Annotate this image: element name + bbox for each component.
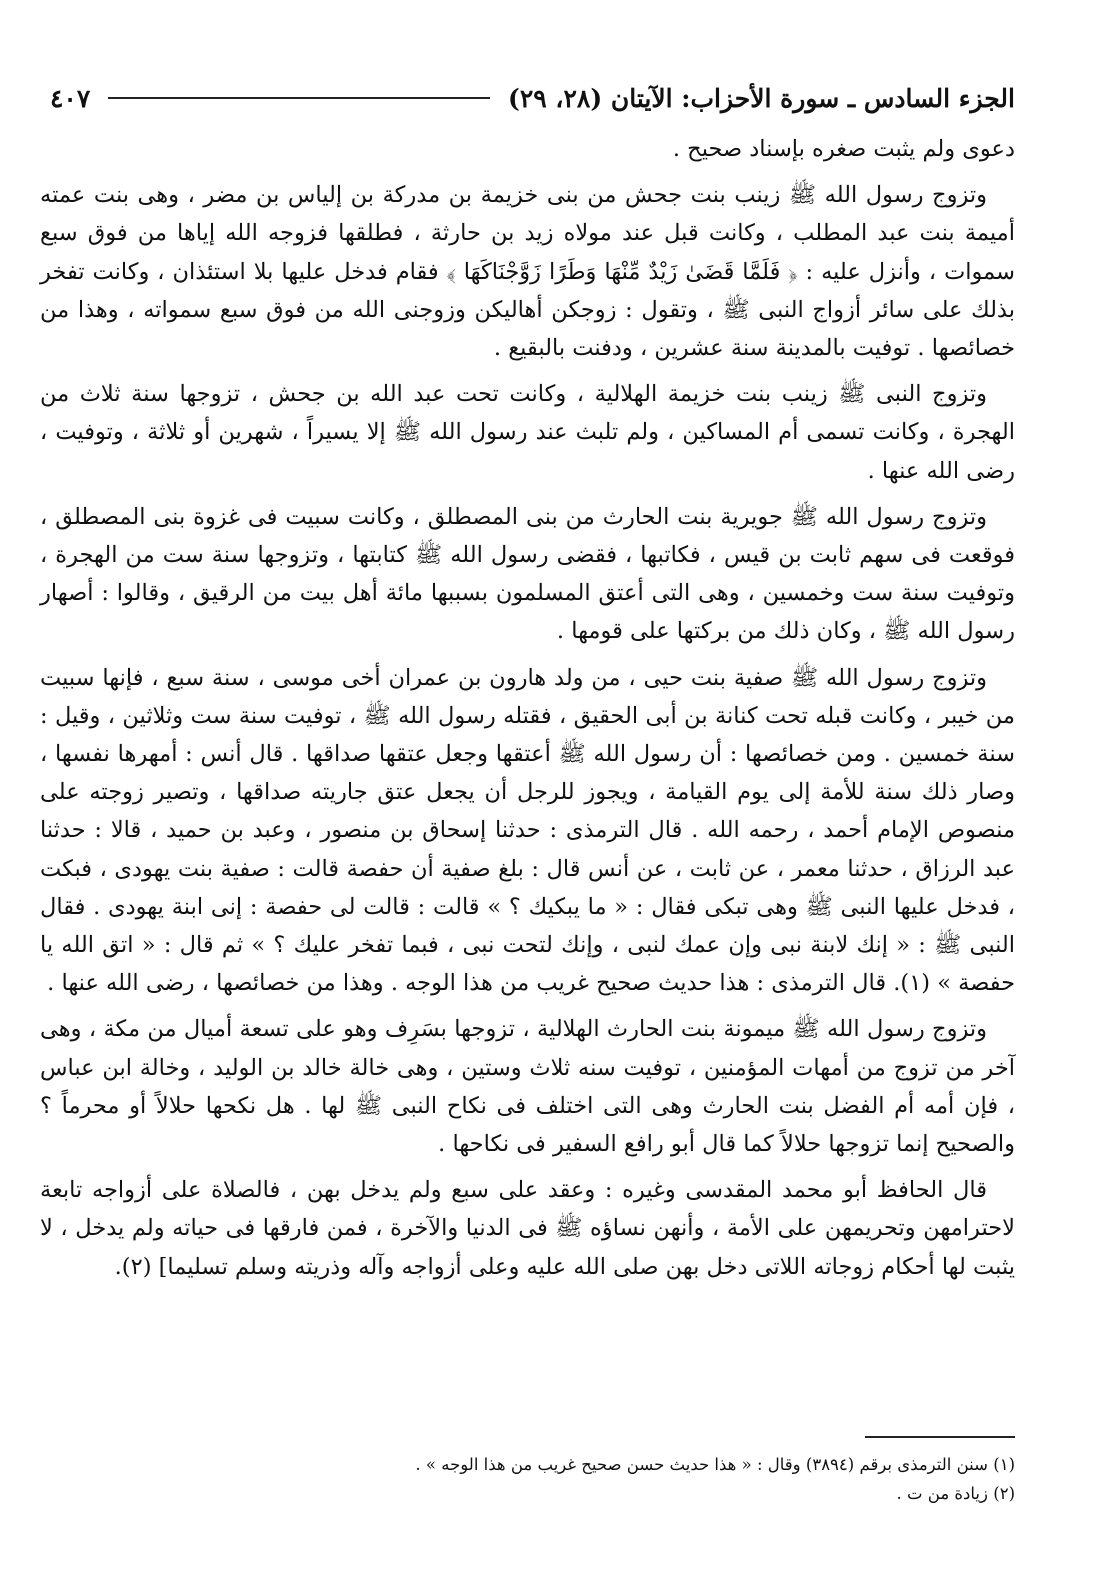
page-header [40, 78, 1015, 118]
paragraph: دعوى ولم يثبت صغره بإسناد صحيح . [672, 136, 1015, 162]
header-rule [108, 97, 490, 99]
book-page [40, 78, 1015, 1558]
paragraph: وتزوج رسول الله ﷺ صفية بنت حيى ، من ولد هارون بن عمران أخى موسى ، سنة سبع ، فإنها سبيت من خيبر ، وكانت قبله تحت كنانة بن أبى الحقيق ، فقتله رسول الله ﷺ ، توفيت سنة ست وثلاثين ، وقيل : سنة خمسين . ومن خصائصها : أن رسول الله ﷺ أعتقها وجعل عتقها صداقها . قال أنس : أمهرها نفسها ، وصار ذلك سنة للأمة إلى يوم القيامة ، ويجوز للرجل أن يجعل عتق جاريته صداقها ، وتصير زوجته على منصوص الإمام أحمد ، رحمه الله . قال الترمذى : حدثنا إسحاق بن منصور ، وعبد بن حميد ، قالا : حدثنا عبد الرزاق ، حدثنا معمر ، عن ثابت ، عن أنس قال : بلغ صفية أن حفصة قالت : صفية بنت يهودى ، فبكت ، فدخل عليها النبى ﷺ وهى تبكى فقال : « ما يبكيك ؟ » قالت : قالت لى حفصة : إنى ابنة يهودى . فقال النبى ﷺ : « إنك لابنة نبى وإن عمك لنبى ، وإنك لتحت نبى ، فبما تفخر عليك ؟ » ثم قال : « اتق الله يا حفصة » (١). قال الترمذى : هذا حديث صحيح غريب من هذا الوجه . وهذا من خصائصها ، رضى الله عنها . [40, 664, 1015, 997]
running-title: الجزء السادس ـ سورة الأحزاب: الآيتان (٢٨، ٢٩) [508, 83, 1015, 113]
paragraph: قال الحافظ أبو محمد المقدسى وغيره : وعقد على سبع ولم يدخل بهن ، فالصلاة على أزواجه تابعة لاحترامهن وتحريمهن على الأمة ، وأنهن نساؤه ﷺ فى الدنيا والآخرة ، فمن فارقها فى حياته ولم يدخل ، لا يثبت لها أحكام زوجاته اللاتى دخل بهن صلى الله عليه وعلى أزواجه وآله وذريته وسلم تسليما] (٢). [40, 1177, 1015, 1280]
paragraph: وتزوج النبى ﷺ زينب بنت خزيمة الهلالية ، وكانت تحت عبد الله بن جحش ، تزوجها سنة ثلاث من الهجرة ، وكانت تسمى أم المساكين ، ولم تلبث عند رسول الله ﷺ إلا يسيراً ، شهرين أو ثلاثة ، وتوفيت ، رضى الله عنها . [40, 381, 1015, 484]
main-text [40, 130, 1015, 1286]
footnotes [40, 1450, 1015, 1508]
paragraph: وتزوج رسول الله ﷺ ميمونة بنت الحارث الهلالية ، تزوجها بسَرِف وهو على تسعة أميال من مكة ، وهى آخر من تزوج من أمهات المؤمنين ، توفيت سنه ثلاث وستين ، وهى خالة خالد بن الوليد ، وخالة ابن عباس ، فإن أمه أم الفضل بنت الحارث وهى التى اختلف فى نكاح النبى ﷺ لها . هل نكحها حلالاً أو محرماً ؟ والصحيح إنما تزوجها حلالاً كما قال أبو رافع السفير فى نكاحها . [40, 1016, 1015, 1158]
footnote: (١) سنن الترمذى برقم (٣٨٩٤) وقال : « هذا حديث حسن صحيح غريب من هذا الوجه » . [415, 1455, 1015, 1474]
footnote-separator [865, 1436, 1015, 1438]
paragraph: وتزوج رسول الله ﷺ جويرية بنت الحارث من بنى المصطلق ، وكانت سبيت فى غزوة بنى المصطلق ، فوقعت فى سهم ثابت بن قيس ، فكاتبها ، فقضى رسول الله ﷺ كتابتها ، وتزوجها سنة ست من الهجرة ، وتوفيت سنة ست وخمسين ، وهى التى أعتق المسلمون بسببها مائة أهل بيت من الرقيق ، وقالوا : أصهار رسول الله ﷺ ، وكان ذلك من بركتها على قومها . [40, 503, 1015, 645]
footnote: (٢) زيادة من ت . [896, 1484, 1015, 1503]
paragraph: وتزوج رسول الله ﷺ زينب بنت جحش من بنى خزيمة بن مدركة بن إلياس بن مضر ، وهى بنت عمته أميمة بنت عبد المطلب ، وكانت قبل عند مولاه زيد بن حارثة ، فطلقها فزوجه الله إياها من فوق سبع سموات ، وأنزل عليه : ﴿ فَلَمَّا قَضَىٰ زَيْدٌ مِّنْهَا وَطَرًا زَوَّجْنَاكَهَا ﴾ فقام فدخل عليها بلا استئذان ، وكانت تفخر بذلك على سائر أزواج النبى ﷺ ، وتقول : زوجكن أهاليكن وزوجنى الله من فوق سبع سمواته ، وهذا من خصائصها . توفيت بالمدينة سنة عشرين ، ودفنت بالبقيع . [40, 182, 1015, 362]
page-number: ٤٠٧ [50, 83, 91, 113]
